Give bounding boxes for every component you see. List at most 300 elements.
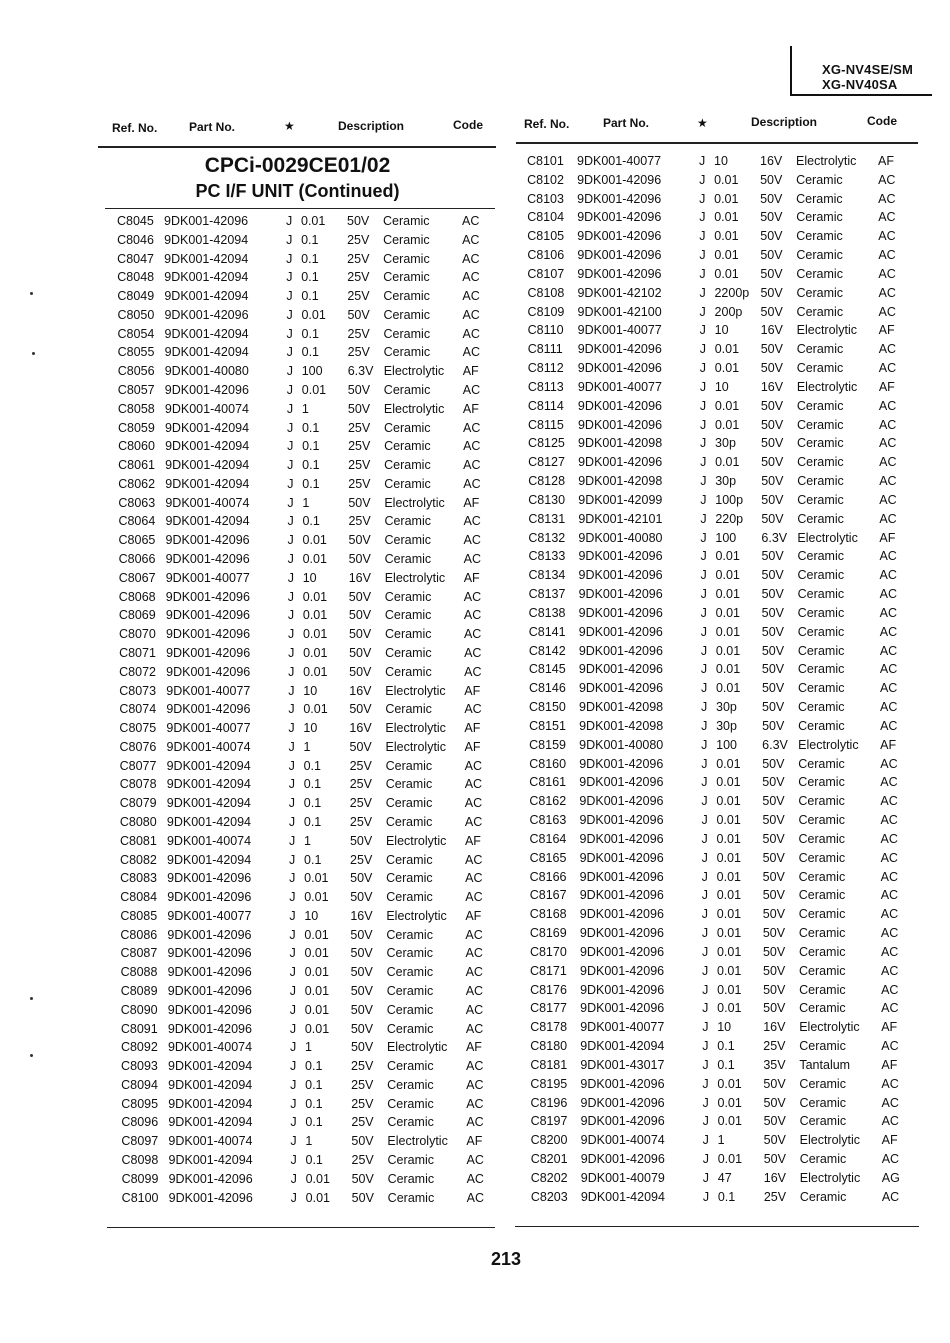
cell-part-no: 9DK001-40074 <box>167 1040 253 1055</box>
cell-part-no: 9DK001-40079 <box>580 1170 665 1185</box>
cell-code: AC <box>466 1077 484 1092</box>
cell-value: 0.01 <box>303 664 328 679</box>
cell-value: 0.01 <box>304 946 329 961</box>
cell-part-no: 9DK001-42096 <box>166 664 251 679</box>
cell-description: Electrolytic <box>384 570 446 585</box>
cell-tolerance: J <box>289 908 296 923</box>
cell-voltage: 25V <box>348 476 371 491</box>
cell-part-no: 9DK001-42096 <box>165 552 250 567</box>
cell-description: Ceramic <box>799 1114 847 1129</box>
cell-code: AF <box>878 323 895 338</box>
cell-ref-no: C8201 <box>530 1151 568 1166</box>
cell-description: Electrolytic <box>796 379 858 394</box>
cell-ref-no: C8071 <box>119 645 156 660</box>
cell-code: AC <box>880 756 898 771</box>
cell-tolerance: J <box>288 645 295 660</box>
cell-voltage: 16V <box>349 683 372 698</box>
cell-tolerance: J <box>702 1001 709 1016</box>
cell-description: Electrolytic <box>799 1170 861 1185</box>
cell-part-no: 9DK001-42096 <box>165 627 251 642</box>
cell-part-no: 9DK001-42094 <box>166 796 251 811</box>
cell-description: Electrolytic <box>796 154 857 168</box>
cell-voltage: 50V <box>350 1040 374 1055</box>
cell-tolerance: J <box>289 1002 297 1017</box>
cell-ref-no: C8162 <box>529 794 567 809</box>
cell-part-no: 9DK001-42099 <box>578 492 663 507</box>
cell-description: Ceramic <box>384 514 431 529</box>
cell-description: Ceramic <box>797 587 845 602</box>
cell-code: AC <box>462 345 480 360</box>
cell-part-no: 9DK001-42096 <box>580 963 665 978</box>
cell-ref-no: C8058 <box>117 401 155 416</box>
cell-code: AF <box>881 1057 898 1072</box>
scan-speck <box>30 1054 33 1057</box>
cell-tolerance: J <box>287 552 294 567</box>
cell-ref-no: C8101 <box>527 154 564 168</box>
cell-description: Ceramic <box>798 775 845 790</box>
cell-code: AC <box>880 813 898 828</box>
cell-tolerance: J <box>286 420 294 435</box>
cell-part-no: 9DK001-42096 <box>168 1171 253 1186</box>
cell-description: Ceramic <box>384 589 432 604</box>
cell-voltage: 50V <box>349 833 373 848</box>
cell-description: Ceramic <box>386 927 433 942</box>
cell-code: AC <box>464 796 483 811</box>
cell-part-no: 9DK001-42098 <box>579 700 664 715</box>
left-header-rule <box>98 146 496 148</box>
cell-voltage: 50V <box>762 756 785 771</box>
cell-voltage: 50V <box>761 474 784 489</box>
cell-voltage: 50V <box>760 417 784 432</box>
cell-ref-no: C8113 <box>527 379 564 394</box>
cell-voltage: 50V <box>763 1076 786 1091</box>
cell-ref-no: C8069 <box>118 608 156 623</box>
cell-ref-no: C8060 <box>118 439 155 454</box>
scan-speck <box>30 997 33 1000</box>
cell-value: 200p <box>714 304 743 319</box>
cell-value: 0.01 <box>304 871 329 886</box>
cell-description: Ceramic <box>385 702 432 717</box>
cell-value: 0.01 <box>303 645 328 660</box>
cell-part-no: 9DK001-42096 <box>579 926 664 941</box>
cell-ref-no: C8108 <box>527 285 565 300</box>
cell-part-no: 9DK001-42096 <box>578 605 663 620</box>
cell-description: Ceramic <box>796 398 844 413</box>
cell-value: 0.01 <box>715 568 740 583</box>
cell-ref-no: C8078 <box>119 777 157 792</box>
cell-value: 0.1 <box>717 1189 736 1204</box>
cell-tolerance: J <box>286 251 293 266</box>
cell-tolerance: J <box>701 700 708 715</box>
cell-voltage: 50V <box>348 627 372 642</box>
cell-voltage: 50V <box>762 926 786 941</box>
cell-tolerance: J <box>288 664 295 679</box>
cell-description: Ceramic <box>383 345 431 360</box>
cell-value: 0.1 <box>302 476 320 491</box>
cell-value: 0.01 <box>304 965 329 980</box>
cell-value: 0.01 <box>717 1114 742 1129</box>
cell-part-no: 9DK001-40077 <box>577 323 662 338</box>
cell-part-no: 9DK001-42096 <box>579 794 664 809</box>
cell-part-no: 9DK001-42096 <box>577 398 663 413</box>
cell-code: AC <box>878 304 896 319</box>
cell-description: Ceramic <box>386 890 433 905</box>
cell-tolerance: J <box>288 758 295 773</box>
cell-value: 1 <box>302 495 310 510</box>
cell-value: 10 <box>302 570 317 585</box>
cell-voltage: 50V <box>760 285 783 300</box>
cell-value: 0.01 <box>302 533 327 548</box>
cell-part-no: 9DK001-42094 <box>164 420 250 435</box>
cell-voltage: 50V <box>760 398 784 413</box>
cell-description: Ceramic <box>386 1002 434 1017</box>
cell-voltage: 50V <box>762 700 785 715</box>
cell-code: AC <box>880 718 898 733</box>
cell-part-no: 9DK001-42096 <box>578 662 663 677</box>
cell-voltage: 25V <box>348 458 371 473</box>
cell-description: Ceramic <box>799 1001 846 1016</box>
cell-voltage: 50V <box>762 831 785 846</box>
cell-code: AC <box>464 758 482 773</box>
cell-value: 0.1 <box>302 514 320 529</box>
cell-ref-no: C8062 <box>118 476 156 491</box>
cell-code: AC <box>881 982 899 997</box>
cell-tolerance: J <box>700 681 708 696</box>
cell-tolerance: J <box>288 777 295 792</box>
cell-part-no: 9DK001-42094 <box>164 345 249 360</box>
cell-value: 0.01 <box>302 552 327 567</box>
cell-ref-no: C8115 <box>527 417 564 432</box>
cell-voltage: 50V <box>763 963 786 978</box>
cell-voltage: 50V <box>763 982 786 997</box>
cell-description: Ceramic <box>796 361 844 376</box>
cell-code: AC <box>879 436 897 451</box>
cell-ref-no: C8181 <box>530 1057 568 1072</box>
cell-code: AF <box>465 1040 482 1055</box>
cell-voltage: 25V <box>347 232 370 247</box>
cell-ref-no: C8063 <box>118 495 156 510</box>
cell-ref-no: C8098 <box>121 1153 159 1167</box>
cell-code: AC <box>466 1171 484 1186</box>
cell-tolerance: J <box>287 439 294 454</box>
cell-description: Ceramic <box>386 983 434 998</box>
cell-part-no: 9DK001-42096 <box>578 549 663 564</box>
cell-code: AC <box>465 852 483 867</box>
cell-value: 0.01 <box>716 813 741 828</box>
cell-tolerance: J <box>286 345 293 360</box>
cell-code: AF <box>465 908 482 923</box>
cell-part-no: 9DK001-42096 <box>578 455 663 470</box>
cell-tolerance: J <box>289 890 296 905</box>
cell-code: AF <box>466 1134 483 1149</box>
cell-code: AC <box>878 285 896 300</box>
cell-description: Electrolytic <box>799 1133 861 1148</box>
cell-ref-no: C8055 <box>117 345 155 360</box>
cell-part-no: 9DK001-42096 <box>580 1076 665 1091</box>
cell-value: 0.01 <box>304 1002 330 1017</box>
cell-tolerance: J <box>700 568 707 583</box>
cell-voltage: 50V <box>347 214 370 228</box>
cell-part-no: 9DK001-42096 <box>168 1190 253 1205</box>
cell-tolerance: J <box>287 533 294 548</box>
cell-voltage: 50V <box>763 1151 786 1166</box>
cell-ref-no: C8127 <box>528 455 565 470</box>
cell-ref-no: C8094 <box>121 1077 158 1092</box>
cell-part-no: 9DK001-42096 <box>580 1151 665 1166</box>
cell-code: AC <box>879 643 898 658</box>
cell-ref-no: C8164 <box>529 831 567 846</box>
cell-code: AC <box>881 1151 900 1166</box>
cell-ref-no: C8165 <box>529 850 567 865</box>
cell-part-no: 9DK001-40074 <box>168 1134 253 1149</box>
cell-tolerance: J <box>290 1134 297 1149</box>
cell-value: 0.01 <box>302 589 328 604</box>
cell-ref-no: C8077 <box>119 758 157 773</box>
cell-ref-no: C8166 <box>529 869 567 884</box>
cell-value: 0.01 <box>714 248 739 263</box>
cell-ref-no: C8142 <box>528 643 566 658</box>
cell-value: 0.01 <box>304 983 330 998</box>
cell-tolerance: J <box>700 549 707 564</box>
cell-ref-no: C8083 <box>120 871 157 886</box>
cell-code: AC <box>464 702 482 717</box>
cell-code: AC <box>878 361 897 376</box>
cell-tolerance: J <box>699 361 707 376</box>
cell-description: Ceramic <box>797 474 844 489</box>
cell-tolerance: J <box>699 379 707 394</box>
cell-ref-no: C8133 <box>528 549 566 564</box>
cell-voltage: 50V <box>762 888 785 903</box>
cell-description: Ceramic <box>797 568 845 583</box>
cell-tolerance: J <box>702 1095 709 1110</box>
cell-part-no: 9DK001-42096 <box>579 907 664 922</box>
cell-code: AC <box>462 420 481 435</box>
cell-tolerance: J <box>289 983 296 998</box>
cell-code: AC <box>879 624 898 639</box>
cell-voltage: 25V <box>350 852 373 867</box>
cell-tolerance: J <box>286 307 293 322</box>
cell-tolerance: J <box>289 965 296 980</box>
cell-voltage: 50V <box>762 944 786 959</box>
cell-voltage: 50V <box>761 568 784 583</box>
cell-code: AC <box>465 927 483 942</box>
cell-value: 0.01 <box>714 229 739 244</box>
cell-description: Ceramic <box>797 643 845 658</box>
cell-tolerance: J <box>289 927 296 942</box>
cell-tolerance: J <box>702 1133 709 1148</box>
cell-code: AC <box>463 476 481 491</box>
cell-voltage: 50V <box>761 662 785 677</box>
cell-value: 30p <box>716 700 737 715</box>
cell-description: Ceramic <box>385 814 433 829</box>
cell-description: Electrolytic <box>385 739 446 754</box>
cell-description: Ceramic <box>383 251 430 266</box>
cell-tolerance: J <box>702 1151 709 1166</box>
cell-description: Ceramic <box>387 1171 435 1186</box>
cell-part-no: 9DK001-42094 <box>168 1153 253 1167</box>
cell-part-no: 9DK001-40077 <box>166 683 251 698</box>
cell-ref-no: C8102 <box>527 172 564 187</box>
cell-description: Ceramic <box>797 511 844 526</box>
cell-value: 0.01 <box>715 643 741 658</box>
cell-code: AC <box>466 1115 484 1130</box>
cell-part-no: 9DK001-42096 <box>167 1002 252 1017</box>
cell-value: 0.01 <box>715 605 741 620</box>
cell-tolerance: J <box>700 662 708 677</box>
cell-code: AC <box>881 1076 899 1091</box>
cell-voltage: 50V <box>761 587 784 602</box>
cell-tolerance: J <box>289 852 296 867</box>
cell-ref-no: C8090 <box>120 1002 158 1017</box>
cell-description: Ceramic <box>387 1059 434 1074</box>
cell-part-no: 9DK001-40074 <box>166 739 251 754</box>
cell-code: AC <box>879 662 898 677</box>
cell-code: AC <box>464 645 482 660</box>
cell-code: AC <box>462 270 480 285</box>
cell-part-no: 9DK001-42096 <box>578 624 663 639</box>
cell-part-no: 9DK001-42094 <box>165 439 250 454</box>
cell-tolerance: J <box>286 214 293 228</box>
cell-ref-no: C8065 <box>118 533 156 548</box>
cell-voltage: 25V <box>763 1189 787 1204</box>
cell-ref-no: C8203 <box>530 1189 568 1204</box>
cell-ref-no: C8089 <box>120 983 158 998</box>
header-part-no: Part No. <box>189 120 236 134</box>
cell-voltage: 25V <box>349 777 372 792</box>
cell-value: 0.01 <box>302 608 328 623</box>
cell-voltage: 25V <box>763 1039 786 1053</box>
cell-tolerance: J <box>700 492 707 507</box>
cell-ref-no: C8137 <box>528 587 566 602</box>
cell-voltage: 50V <box>350 871 373 886</box>
cell-ref-no: C8160 <box>529 756 567 771</box>
cell-code: AC <box>466 1096 484 1111</box>
cell-tolerance: J <box>287 627 295 642</box>
cell-part-no: 9DK001-42094 <box>164 251 249 266</box>
cell-value: 0.01 <box>714 191 739 206</box>
cell-value: 10 <box>717 1020 732 1035</box>
cell-description: Ceramic <box>384 552 432 567</box>
cell-part-no: 9DK001-42096 <box>164 307 249 322</box>
cell-ref-no: C8196 <box>530 1095 568 1110</box>
cell-description: Electrolytic <box>798 737 859 752</box>
cell-code: AC <box>881 1114 899 1129</box>
cell-part-no: 9DK001-42096 <box>167 871 252 886</box>
cell-voltage: 50V <box>760 248 783 263</box>
cell-tolerance: J <box>287 458 294 473</box>
cell-tolerance: J <box>290 1059 297 1074</box>
cell-voltage: 50V <box>350 1021 374 1036</box>
cell-description: Ceramic <box>386 965 434 980</box>
cell-value: 0.1 <box>305 1096 323 1111</box>
cell-code: AC <box>881 1039 899 1053</box>
cell-description: Ceramic <box>796 304 844 319</box>
cell-tolerance: J <box>700 643 708 658</box>
cell-tolerance: J <box>286 270 293 285</box>
cell-tolerance: J <box>290 1190 297 1205</box>
cell-ref-no: C8105 <box>527 229 565 244</box>
cell-voltage: 50V <box>349 739 372 754</box>
cell-voltage: 50V <box>349 645 372 660</box>
cell-tolerance: J <box>289 946 296 961</box>
cell-code: AC <box>879 549 897 564</box>
cell-tolerance: J <box>288 739 295 754</box>
cell-value: 10 <box>714 379 729 394</box>
cell-description: Ceramic <box>383 307 430 322</box>
cell-description: Ceramic <box>387 1115 434 1130</box>
cell-part-no: 9DK001-42096 <box>577 210 662 225</box>
cell-voltage: 50V <box>763 1114 786 1129</box>
cell-value: 0.1 <box>717 1039 735 1053</box>
section-subtitle: PC I/F UNIT (Continued) <box>195 181 400 201</box>
cell-code: AC <box>880 869 899 884</box>
cell-voltage: 25V <box>351 1153 374 1167</box>
cell-part-no: 9DK001-42096 <box>577 342 662 357</box>
cell-voltage: 50V <box>347 401 371 416</box>
cell-code: AC <box>881 1001 899 1016</box>
cell-part-no: 9DK001-42096 <box>577 266 662 281</box>
cell-code: AC <box>881 1189 900 1204</box>
cell-description: Ceramic <box>383 383 431 398</box>
cell-voltage: 50V <box>761 436 784 451</box>
cell-code: AC <box>880 775 898 790</box>
cell-part-no: 9DK001-42096 <box>580 1095 665 1110</box>
cell-part-no: 9DK001-42096 <box>580 1001 665 1016</box>
cell-tolerance: J <box>700 605 707 620</box>
cell-description: Ceramic <box>386 1021 434 1036</box>
cell-value: 1 <box>717 1133 725 1148</box>
cell-value: 0.01 <box>714 210 739 225</box>
cell-voltage: 25V <box>347 270 370 285</box>
cell-ref-no: C8087 <box>120 946 158 961</box>
cell-description: Electrolytic <box>386 908 447 923</box>
cell-code: AC <box>879 474 897 489</box>
cell-value: 220p <box>715 511 744 526</box>
cell-voltage: 50V <box>348 533 371 548</box>
cell-description: Ceramic <box>799 1076 846 1091</box>
cell-code: AC <box>464 777 483 792</box>
cell-code: AC <box>880 907 899 922</box>
cell-part-no: 9DK001-42096 <box>167 965 252 980</box>
cell-code: AF <box>462 401 479 416</box>
cell-ref-no: C8169 <box>529 926 567 941</box>
header-part-no: Part No. <box>603 116 650 130</box>
cell-value: 100p <box>715 492 744 507</box>
cell-ref-no: C8168 <box>529 907 567 922</box>
cell-value: 0.01 <box>715 587 740 602</box>
cell-ref-no: C8163 <box>529 813 567 828</box>
cell-part-no: 9DK001-42094 <box>164 232 249 247</box>
cell-code: AC <box>465 1021 484 1036</box>
cell-voltage: 50V <box>762 850 785 865</box>
cell-value: 0.01 <box>716 850 741 865</box>
cell-value: 0.01 <box>715 662 741 677</box>
cell-description: Ceramic <box>796 191 843 206</box>
cell-description: Ceramic <box>386 852 433 867</box>
cell-description: Ceramic <box>799 1151 847 1166</box>
cell-voltage: 50V <box>761 549 784 564</box>
cell-part-no: 9DK001-42094 <box>580 1189 665 1204</box>
cell-value: 1 <box>301 401 309 416</box>
cell-tolerance: J <box>699 266 706 281</box>
cell-value: 0.1 <box>302 458 320 473</box>
cell-part-no: 9DK001-42094 <box>168 1115 253 1130</box>
cell-code: AC <box>879 492 897 507</box>
cell-value: 0.01 <box>301 214 326 228</box>
cell-part-no: 9DK001-42094 <box>166 814 251 829</box>
cell-part-no: 9DK001-40077 <box>580 1020 665 1035</box>
cell-description: Ceramic <box>796 229 843 244</box>
